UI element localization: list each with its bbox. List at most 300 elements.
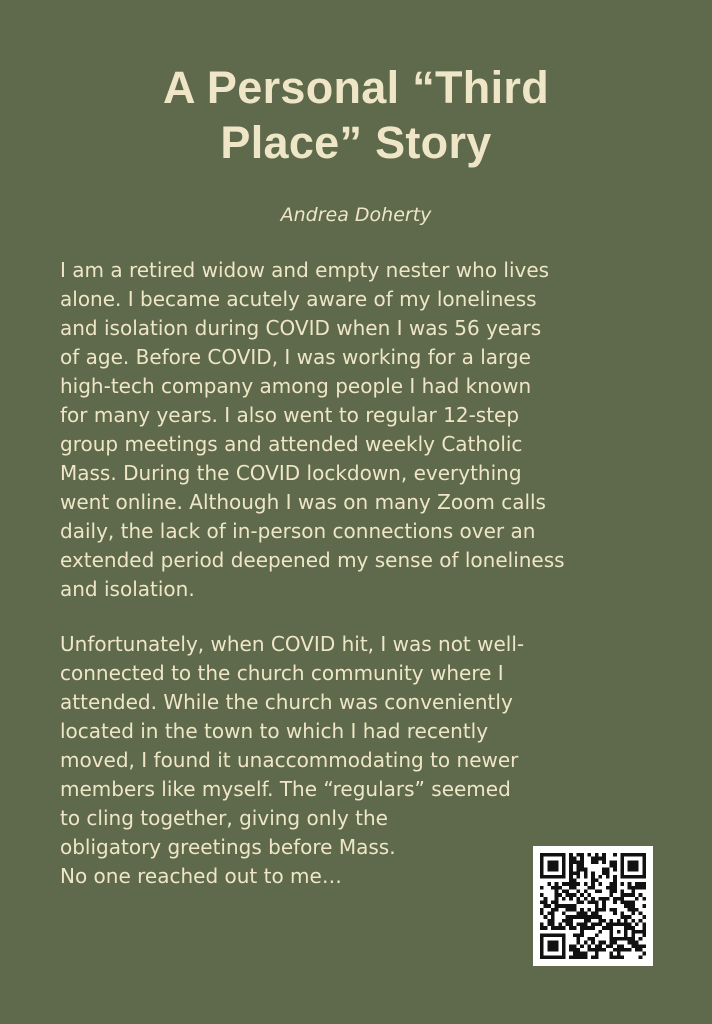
qr-module	[580, 901, 584, 905]
qr-module	[613, 875, 617, 879]
paragraph-line: daily, the lack of in-person connections over an	[60, 519, 536, 543]
qr-module	[558, 875, 562, 879]
qr-module	[562, 868, 566, 872]
qr-module	[544, 955, 548, 959]
qr-module	[620, 868, 624, 872]
paragraph-line: and isolation during COVID when I was 56 years	[60, 316, 542, 340]
qr-module	[642, 871, 646, 875]
qr-module	[628, 868, 632, 872]
qr-module	[562, 897, 566, 901]
qr-module	[547, 922, 551, 926]
qr-module	[591, 886, 595, 890]
qr-module	[562, 955, 566, 959]
qr-module	[595, 915, 599, 919]
qr-module	[609, 919, 613, 923]
qr-module	[639, 911, 643, 915]
qr-module	[584, 915, 588, 919]
qr-module	[569, 871, 573, 875]
qr-module	[584, 952, 588, 956]
qr-module	[609, 937, 613, 941]
qr-module	[602, 897, 606, 901]
qr-module	[613, 853, 617, 857]
qr-module	[555, 875, 559, 879]
qr-module	[547, 853, 551, 857]
paragraph-line: attended. While the church was conveniently	[60, 690, 513, 714]
qr-module	[631, 919, 635, 923]
qr-module	[580, 864, 584, 868]
qr-module	[631, 937, 635, 941]
paragraph-line: moved, I found it unaccommodating to newer	[60, 748, 519, 772]
qr-module	[642, 952, 646, 956]
title-line-2: Place” Story	[220, 117, 492, 168]
qr-module	[642, 868, 646, 872]
qr-module	[547, 904, 551, 908]
qr-module	[566, 915, 570, 919]
qr-module	[580, 911, 584, 915]
qr-module	[624, 922, 628, 926]
qr-module	[639, 882, 643, 886]
qr-module	[642, 904, 646, 908]
qr-module	[584, 926, 588, 930]
qr-module	[631, 908, 635, 912]
qr-module	[573, 904, 577, 908]
qr-module	[620, 955, 624, 959]
qr-module	[613, 886, 617, 890]
qr-module	[551, 864, 555, 868]
qr-module	[580, 860, 584, 864]
qr-module	[558, 926, 562, 930]
qr-module	[628, 941, 632, 945]
qr-module	[569, 875, 573, 879]
qr-module	[588, 919, 592, 923]
qr-module	[566, 890, 570, 894]
qr-module	[628, 882, 632, 886]
qr-module	[624, 904, 628, 908]
qr-module	[551, 926, 555, 930]
qr-module	[598, 882, 602, 886]
qr-module	[631, 875, 635, 879]
qr-module	[588, 886, 592, 890]
qr-module	[631, 890, 635, 894]
qr-module	[624, 875, 628, 879]
qr-module	[569, 908, 573, 912]
qr-module	[624, 901, 628, 905]
qr-module	[642, 933, 646, 937]
qr-module	[635, 897, 639, 901]
qr-module	[628, 860, 632, 864]
qr-module	[635, 882, 639, 886]
qr-module	[569, 879, 573, 883]
paragraph-line: members like myself. The “regulars” seemed	[60, 777, 511, 801]
qr-module	[617, 897, 621, 901]
qr-module	[584, 919, 588, 923]
qr-module	[573, 882, 577, 886]
qr-module	[639, 948, 643, 952]
qr-module	[591, 941, 595, 945]
qr-module	[639, 853, 643, 857]
qr-module	[609, 930, 613, 934]
qr-module	[631, 944, 635, 948]
paragraph-1	[60, 256, 565, 604]
qr-module	[573, 886, 577, 890]
qr-module	[555, 868, 559, 872]
qr-module	[631, 864, 635, 868]
qr-module	[562, 890, 566, 894]
qr-module	[551, 908, 555, 912]
qr-module	[620, 897, 624, 901]
qr-module	[635, 860, 639, 864]
qr-module	[577, 868, 581, 872]
qr-module	[620, 948, 624, 952]
qr-module	[562, 944, 566, 948]
qr-module	[639, 875, 643, 879]
qr-module	[573, 948, 577, 952]
qr-module	[609, 922, 613, 926]
qr-module	[544, 875, 548, 879]
qr-module	[584, 941, 588, 945]
qr-module	[562, 864, 566, 868]
qr-module	[547, 955, 551, 959]
qr-module	[595, 890, 599, 894]
qr-module	[639, 944, 643, 948]
qr-module	[540, 952, 544, 956]
qr-module	[624, 933, 628, 937]
qr-module	[577, 922, 581, 926]
qr-module	[584, 890, 588, 894]
qr-module	[591, 922, 595, 926]
qr-module	[540, 875, 544, 879]
qr-module	[631, 868, 635, 872]
qr-module	[551, 886, 555, 890]
qr-module	[628, 853, 632, 857]
qr-module	[584, 922, 588, 926]
qr-module	[642, 875, 646, 879]
qr-module	[635, 908, 639, 912]
qr-module	[598, 890, 602, 894]
qr-module	[598, 930, 602, 934]
qr-module	[620, 890, 624, 894]
qr-module	[544, 897, 548, 901]
qr-module	[635, 930, 639, 934]
qr-module	[635, 941, 639, 945]
qr-module	[617, 948, 621, 952]
qr-module	[606, 926, 610, 930]
author-byline: Andrea Doherty	[280, 204, 432, 226]
qr-module	[624, 937, 628, 941]
qr-module	[613, 948, 617, 952]
paragraph-line: alone. I became acutely aware of my loneliness	[60, 287, 537, 311]
qr-module	[555, 860, 559, 864]
qr-module	[544, 926, 548, 930]
qr-module	[540, 893, 544, 897]
qr-module	[595, 879, 599, 883]
qr-module	[577, 882, 581, 886]
qr-module	[591, 857, 595, 861]
qr-module	[588, 853, 592, 857]
qr-module	[569, 853, 573, 857]
qr-module	[540, 857, 544, 861]
qr-module	[584, 882, 588, 886]
qr-module	[624, 948, 628, 952]
qr-module	[609, 952, 613, 956]
qr-module	[562, 853, 566, 857]
qr-code[interactable]	[533, 846, 653, 966]
qr-module	[613, 864, 617, 868]
qr-module	[569, 948, 573, 952]
qr-module	[540, 860, 544, 864]
qr-module	[558, 955, 562, 959]
qr-module	[580, 915, 584, 919]
qr-module	[588, 915, 592, 919]
qr-module	[591, 901, 595, 905]
qr-module	[598, 948, 602, 952]
qr-module	[555, 944, 559, 948]
qr-module	[635, 886, 639, 890]
qr-module	[555, 955, 559, 959]
qr-module	[577, 911, 581, 915]
qr-module	[602, 908, 606, 912]
qr-module	[558, 904, 562, 908]
qr-module	[631, 941, 635, 945]
qr-module	[628, 901, 632, 905]
qr-module	[628, 948, 632, 952]
qr-module	[620, 864, 624, 868]
qr-module	[577, 901, 581, 905]
qr-module	[577, 897, 581, 901]
qr-module	[598, 915, 602, 919]
qr-module	[569, 915, 573, 919]
qr-module	[577, 860, 581, 864]
qr-module	[562, 933, 566, 937]
qr-module	[569, 886, 573, 890]
qr-module	[562, 948, 566, 952]
qr-module	[547, 882, 551, 886]
qr-module	[639, 886, 643, 890]
qr-module	[569, 926, 573, 930]
qr-module	[635, 922, 639, 926]
qr-module	[602, 926, 606, 930]
qr-module	[555, 933, 559, 937]
qr-module	[547, 875, 551, 879]
qr-module	[639, 893, 643, 897]
qr-module	[551, 922, 555, 926]
qr-module	[566, 882, 570, 886]
qr-module	[642, 864, 646, 868]
qr-module	[577, 864, 581, 868]
qr-module	[595, 944, 599, 948]
qr-module	[609, 882, 613, 886]
qr-module	[613, 860, 617, 864]
qr-module	[591, 882, 595, 886]
qr-module	[642, 882, 646, 886]
qr-module	[598, 941, 602, 945]
qr-module	[628, 893, 632, 897]
paragraph-line: and isolation.	[60, 577, 195, 601]
qr-module	[551, 915, 555, 919]
qr-module	[555, 886, 559, 890]
qr-module	[562, 952, 566, 956]
qr-module	[566, 919, 570, 923]
qr-module	[639, 930, 643, 934]
qr-module	[540, 868, 544, 872]
qr-module	[562, 911, 566, 915]
qr-module	[595, 908, 599, 912]
qr-module	[580, 922, 584, 926]
qr-module	[591, 875, 595, 879]
qr-module	[635, 948, 639, 952]
qr-module	[580, 908, 584, 912]
qr-module	[544, 901, 548, 905]
qr-module	[628, 915, 632, 919]
qr-module	[606, 922, 610, 926]
qr-module	[558, 922, 562, 926]
qr-module	[573, 893, 577, 897]
qr-module	[566, 904, 570, 908]
qr-module	[624, 853, 628, 857]
qr-module	[551, 911, 555, 915]
qr-module	[577, 941, 581, 945]
qr-module	[595, 853, 599, 857]
paragraph-line: high-tech company among people I had known	[60, 374, 532, 398]
qr-module	[569, 857, 573, 861]
qr-module	[591, 897, 595, 901]
qr-module	[620, 911, 624, 915]
qr-module	[606, 944, 610, 948]
qr-module	[595, 955, 599, 959]
qr-module	[551, 933, 555, 937]
qr-module	[540, 908, 544, 912]
qr-module	[613, 922, 617, 926]
qr-module	[555, 893, 559, 897]
qr-module	[588, 901, 592, 905]
qr-module	[613, 882, 617, 886]
qr-module	[609, 933, 613, 937]
qr-module	[639, 955, 643, 959]
paragraph-line: I am a retired widow and empty nester who lives	[60, 258, 550, 282]
qr-module	[613, 868, 617, 872]
qr-module	[540, 901, 544, 905]
qr-module	[544, 933, 548, 937]
qr-module	[577, 890, 581, 894]
qr-module	[606, 897, 610, 901]
qr-module	[591, 911, 595, 915]
qr-module	[613, 955, 617, 959]
qr-module	[544, 904, 548, 908]
qr-module	[573, 955, 577, 959]
qr-module	[617, 930, 621, 934]
qr-module	[540, 937, 544, 941]
qr-module	[620, 882, 624, 886]
qr-module	[569, 864, 573, 868]
qr-module	[642, 926, 646, 930]
qr-module	[609, 860, 613, 864]
qr-module	[628, 886, 632, 890]
paragraph-2	[60, 630, 524, 891]
qr-module	[620, 915, 624, 919]
qr-module	[620, 857, 624, 861]
qr-module	[624, 919, 628, 923]
qr-module	[540, 926, 544, 930]
qr-module	[573, 908, 577, 912]
qr-module	[555, 882, 559, 886]
paragraph-line: Unfortunately, when COVID hit, I was not well-	[60, 632, 525, 656]
qr-module	[639, 919, 643, 923]
qr-module	[584, 897, 588, 901]
qr-module	[580, 952, 584, 956]
qr-module	[628, 922, 632, 926]
qr-module	[540, 933, 544, 937]
qr-module	[547, 933, 551, 937]
paragraph-line: went online. Although I was on many Zoom calls	[60, 490, 546, 514]
qr-module	[551, 901, 555, 905]
qr-module	[540, 886, 544, 890]
qr-module	[566, 922, 570, 926]
qr-module	[598, 922, 602, 926]
qr-module	[613, 941, 617, 945]
qr-module	[540, 853, 544, 857]
qr-module	[573, 926, 577, 930]
qr-module	[580, 893, 584, 897]
qr-module	[613, 908, 617, 912]
qr-module	[595, 933, 599, 937]
qr-module	[562, 857, 566, 861]
paragraph-line: No one reached out to me…	[60, 864, 342, 888]
qr-module	[551, 860, 555, 864]
qr-module	[595, 860, 599, 864]
qr-module	[577, 915, 581, 919]
qr-module	[642, 857, 646, 861]
qr-module	[609, 941, 613, 945]
qr-module	[577, 933, 581, 937]
qr-module	[602, 941, 606, 945]
qr-module	[631, 904, 635, 908]
qr-module	[573, 860, 577, 864]
qr-module	[602, 857, 606, 861]
qr-module	[584, 911, 588, 915]
qr-module	[540, 941, 544, 945]
qr-module	[598, 897, 602, 901]
qr-module	[617, 952, 621, 956]
qr-module	[580, 930, 584, 934]
qr-module	[620, 944, 624, 948]
qr-module	[613, 890, 617, 894]
qr-module	[631, 886, 635, 890]
paragraph-line: extended period deepened my sense of loneliness	[60, 548, 565, 572]
qr-module	[573, 871, 577, 875]
qr-module	[584, 875, 588, 879]
qr-module	[558, 886, 562, 890]
qr-module	[620, 922, 624, 926]
paragraph-line: located in the town to which I had recently	[60, 719, 489, 743]
title-line-1: A Personal “Third	[163, 62, 549, 113]
qr-module	[547, 944, 551, 948]
qr-module	[580, 955, 584, 959]
qr-module	[547, 911, 551, 915]
qr-module	[562, 904, 566, 908]
qr-module	[540, 955, 544, 959]
qr-module	[540, 922, 544, 926]
qr-module	[588, 944, 592, 948]
qr-module	[628, 908, 632, 912]
qr-module	[628, 904, 632, 908]
qr-module	[602, 860, 606, 864]
qr-module	[609, 944, 613, 948]
qr-module	[631, 853, 635, 857]
qr-module	[613, 879, 617, 883]
qr-module	[617, 944, 621, 948]
qr-module	[642, 886, 646, 890]
qr-module	[588, 893, 592, 897]
